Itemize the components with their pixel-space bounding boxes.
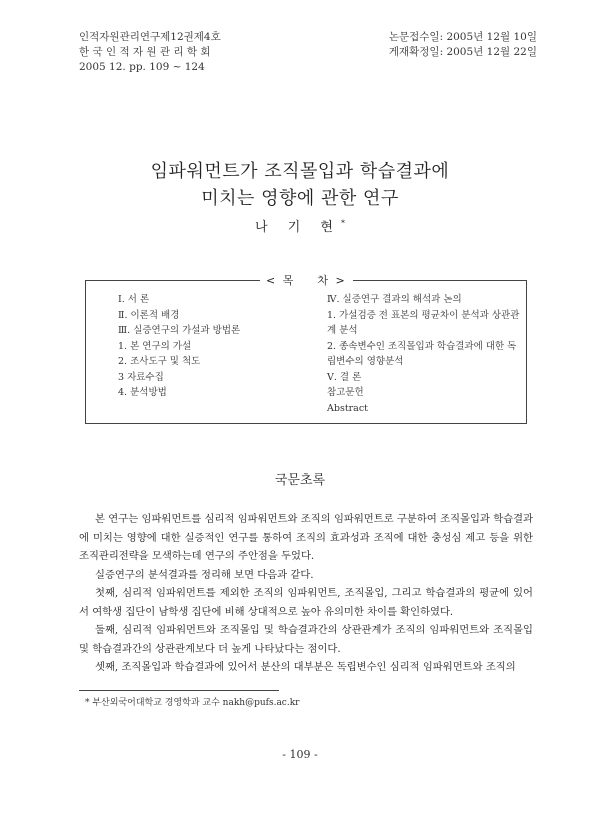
journal-society: 한 국 인 적 자 원 관 리 학 회 xyxy=(79,46,211,58)
received-date: 논문접수일: 2005년 12월 10일 xyxy=(388,31,537,43)
abstract-paragraph: 실증연구의 분석결과를 정리해 보면 다음과 같다. xyxy=(95,568,314,581)
toc-item: Ⅰ. 서 론 xyxy=(118,294,150,305)
paper-title-line2: 미치는 영향에 관한 연구 xyxy=(201,188,399,209)
toc-item: 참고문헌 xyxy=(327,387,364,398)
journal-pages: 2005 12. pp. 109 ~ 124 xyxy=(79,61,205,73)
abstract-paragraph: 첫째, 심리적 임파워먼트를 제외한 조직의 임파워먼트, 조직몰입, 그리고 학습결과의 평균에 있어서 여학생 집단이 남학생 집단에 비해 상대적으로 높아 유의미한 차이를 확인하였다. xyxy=(79,587,533,618)
toc-item: 1. 가설검증 전 표본의 평균차이 분석과 상관관계 분석 xyxy=(327,309,520,336)
toc-item: Ⅴ. 결 론 xyxy=(327,371,362,383)
abstract-paragraph: 본 연구는 임파워먼트를 심리적 임파워먼트와 조직의 임파워먼트로 구분하여 조직몰입과 학습결과에 미치는 영향에 대한 실증적인 연구를 통하여 조직의 효과성과 조직에 대한 충성심 제고 등을 위한 조직관리전략을 모색하는데 연구의 주안점을 두었다. xyxy=(79,513,533,562)
toc-item: 1. 본 연구의 가설 xyxy=(118,340,192,352)
abstract-paragraph: 둘째, 심리적 임파워먼트와 조직몰입 및 학습결과간의 상관관계가 조직의 임파워먼트와 조직몰입 및 학습결과간의 상관관계보다 더 높게 나타났다는 점이다. xyxy=(79,624,533,655)
journal-info xyxy=(79,30,221,75)
toc-item: 3 자료수집 xyxy=(118,371,164,383)
footnote-divider xyxy=(79,690,279,691)
journal-volume: 인적자원관리연구제12권제4호 xyxy=(79,31,221,43)
toc-item: Ⅱ. 이론적 배경 xyxy=(118,309,180,321)
author xyxy=(0,216,600,235)
abstract-paragraph: 셋째, 조직몰입과 학습결과에 있어서 분산의 대부분은 독립변수인 심리적 임파워먼트와 조직의 xyxy=(95,661,516,673)
submission-info xyxy=(389,30,537,60)
toc-item: 4. 분석방법 xyxy=(118,387,167,398)
accepted-date: 게재확정일: 2005년 12월 22일 xyxy=(388,46,537,58)
toc-item: Abstract xyxy=(327,402,368,414)
toc-left-column xyxy=(118,292,240,401)
toc-heading: < 목 차 > xyxy=(260,272,353,288)
author-name: 나 기 현 xyxy=(255,220,341,235)
toc-item: 2. 종속변수인 조직몰입과 학습결과에 대한 독립변수의 영향분석 xyxy=(327,340,517,367)
paper-title-line1: 임파워먼트가 조직몰입과 학습결과에 xyxy=(150,161,450,182)
abstract-body xyxy=(79,510,533,677)
author-footnote-mark: * xyxy=(340,218,345,228)
toc-item: Ⅲ. 실증연구의 가설과 방법론 xyxy=(118,325,241,336)
toc-item: 2. 조사도구 및 척도 xyxy=(118,356,201,367)
toc-right-column xyxy=(327,292,522,416)
author-footnote: * 부산외국어대학교 경영학과 교수 nakh@pufs.ac.kr xyxy=(85,698,300,708)
page-number: - 109 - xyxy=(282,748,318,761)
toc-item: Ⅳ. 실증연구 결과의 해석과 논의 xyxy=(327,294,462,305)
abstract-heading: 국문초록 xyxy=(274,473,326,488)
